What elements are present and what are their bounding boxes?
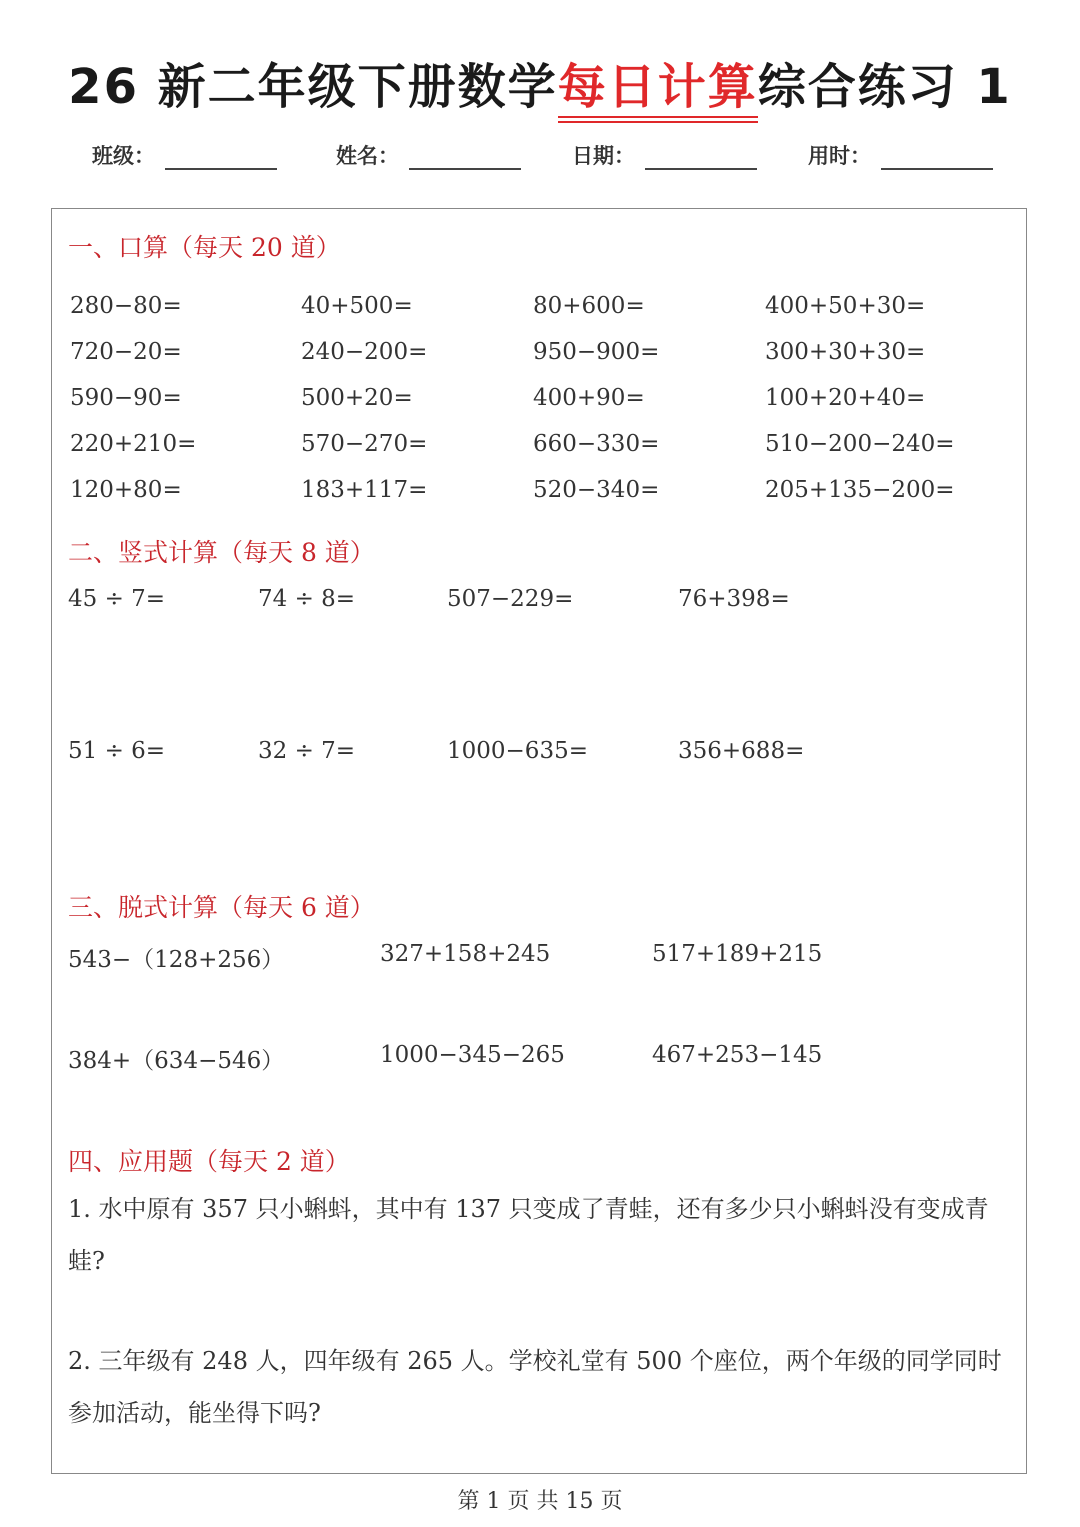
oral-problem: 280−80=: [70, 293, 182, 319]
vertical-problem: 51 ÷ 6=: [68, 738, 166, 764]
oral-problem: 400+90=: [533, 385, 645, 411]
oral-problem: 183+117=: [301, 477, 428, 503]
stepwise-problem: 517+189+215: [652, 941, 823, 967]
title-suffix: 综合练习 1: [757, 59, 1012, 115]
title-highlight: 每日计算: [557, 59, 758, 115]
oral-problem: 510−200−240=: [765, 431, 955, 457]
oral-problem: 720−20=: [70, 339, 182, 365]
name-blank[interactable]: [409, 146, 521, 170]
page-number: 第 1 页 共 15 页: [457, 1489, 623, 1514]
oral-problem: 570−270=: [301, 431, 428, 457]
oral-problem: 205+135−200=: [765, 477, 955, 503]
name-field[interactable]: [336, 140, 521, 170]
vertical-problem: 76+398=: [678, 586, 790, 612]
oral-problem: 240−200=: [301, 339, 428, 365]
oral-problem: 80+600=: [533, 293, 645, 319]
time-used-label: 用时：: [808, 144, 871, 168]
oral-problem: 950−900=: [533, 339, 660, 365]
time-used-blank[interactable]: [881, 146, 993, 170]
vertical-problem: 1000−635=: [447, 738, 588, 764]
stepwise-problem: 1000−345−265: [380, 1042, 565, 1068]
vertical-problem: 507−229=: [447, 586, 574, 612]
vertical-problem: 45 ÷ 7=: [68, 586, 166, 612]
stepwise-problem: 543−（128+256）: [68, 947, 285, 973]
stepwise-problem: 327+158+245: [380, 941, 551, 967]
oral-problem: 520−340=: [533, 477, 660, 503]
oral-problem: 500+20=: [301, 385, 413, 411]
section-heading-oral: 一、口算（每天 20 道）: [68, 233, 341, 262]
oral-problem: 590−90=: [70, 385, 182, 411]
class-label: 班级：: [92, 144, 155, 168]
oral-problem: 40+500=: [301, 293, 413, 319]
vertical-problem: 356+688=: [678, 738, 805, 764]
name-label: 姓名：: [336, 144, 399, 168]
stepwise-problem: 384+（634−546）: [68, 1048, 285, 1074]
date-field[interactable]: [572, 140, 757, 170]
student-info-row: [0, 140, 1080, 170]
stepwise-problem: 467+253−145: [652, 1042, 823, 1068]
oral-problem: 660−330=: [533, 431, 660, 457]
time-used-field[interactable]: [808, 140, 993, 170]
section-heading-word-problems: 四、应用题（每天 2 道）: [68, 1147, 350, 1176]
worksheet-title: [0, 48, 1080, 117]
word-problem-2: 2. 三年级有 248 人，四年级有 265 人。学校礼堂有 500 个座位，两个年级的同学同时参加活动，能坐得下吗?: [68, 1347, 1002, 1427]
oral-problem: 100+20+40=: [765, 385, 926, 411]
oral-problem: 220+210=: [70, 431, 197, 457]
title-prefix: 26 新二年级下册数学: [68, 59, 558, 115]
section-heading-stepwise: 三、脱式计算（每天 6 道）: [68, 893, 375, 922]
date-blank[interactable]: [645, 146, 757, 170]
word-problem-1: 1. 水中原有 357 只小蝌蚪，其中有 137 只变成了青蛙，还有多少只小蝌蚪没有变成青蛙?: [68, 1195, 989, 1275]
vertical-problem: 32 ÷ 7=: [258, 738, 356, 764]
vertical-problem: 74 ÷ 8=: [258, 586, 356, 612]
class-blank[interactable]: [165, 146, 277, 170]
oral-problem: 300+30+30=: [765, 339, 926, 365]
class-field[interactable]: [92, 140, 277, 170]
section-heading-vertical: 二、竖式计算（每天 8 道）: [68, 538, 375, 567]
oral-problem: 120+80=: [70, 477, 182, 503]
date-label: 日期：: [572, 144, 635, 168]
oral-problem: 400+50+30=: [765, 293, 926, 319]
